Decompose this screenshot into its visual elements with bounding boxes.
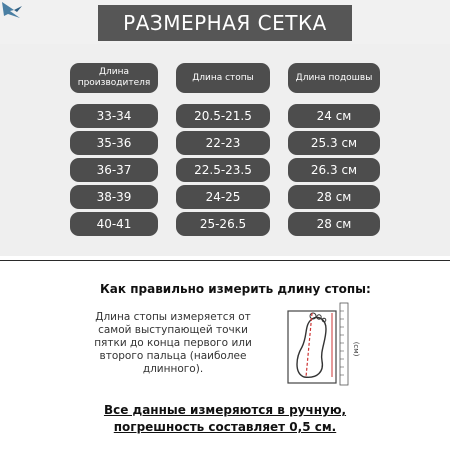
table-cell: 33-34 <box>70 104 158 128</box>
note-line-1: Все данные измеряются в ручную, <box>103 403 347 417</box>
foot-measurement-icon <box>282 299 362 389</box>
measurement-note <box>0 402 450 436</box>
instructions-title: Как правильно измерить длину стопы: <box>100 282 371 296</box>
table-cell: 20.5-21.5 <box>176 104 270 128</box>
table-cell: 25.3 см <box>288 131 380 155</box>
table-cell: 22-23 <box>176 131 270 155</box>
table-cell: 24 см <box>288 104 380 128</box>
table-cell: 28 см <box>288 185 380 209</box>
header-band <box>0 0 450 44</box>
table-cell: 35-36 <box>70 131 158 155</box>
bird-logo-icon <box>0 0 24 24</box>
table-cell: 28 см <box>288 212 380 236</box>
table-cell: 24-25 <box>176 185 270 209</box>
column-header-foot-length: Длина стопы <box>176 63 270 93</box>
figure-unit-label: (см) <box>352 341 360 357</box>
table-cell: 22.5-23.5 <box>176 158 270 182</box>
table-cell: 26.3 см <box>288 158 380 182</box>
section-divider <box>0 260 450 261</box>
instructions-text: Длина стопы измеряется от самой выступающей точки пятки до конца первого или второго пальца (наиболее длинного). <box>94 311 252 375</box>
table-cell: 40-41 <box>70 212 158 236</box>
table-cell: 36-37 <box>70 158 158 182</box>
page-title: РАЗМЕРНАЯ СЕТКА <box>98 5 352 41</box>
table-cell: 25-26.5 <box>176 212 270 236</box>
table-cell: 38-39 <box>70 185 158 209</box>
column-header-sole-length: Длина подошвы <box>288 63 380 93</box>
note-line-2: погрешность составляет 0,5 см. <box>113 420 337 434</box>
column-header-manufacturer-size: Длина производителя <box>70 63 158 93</box>
